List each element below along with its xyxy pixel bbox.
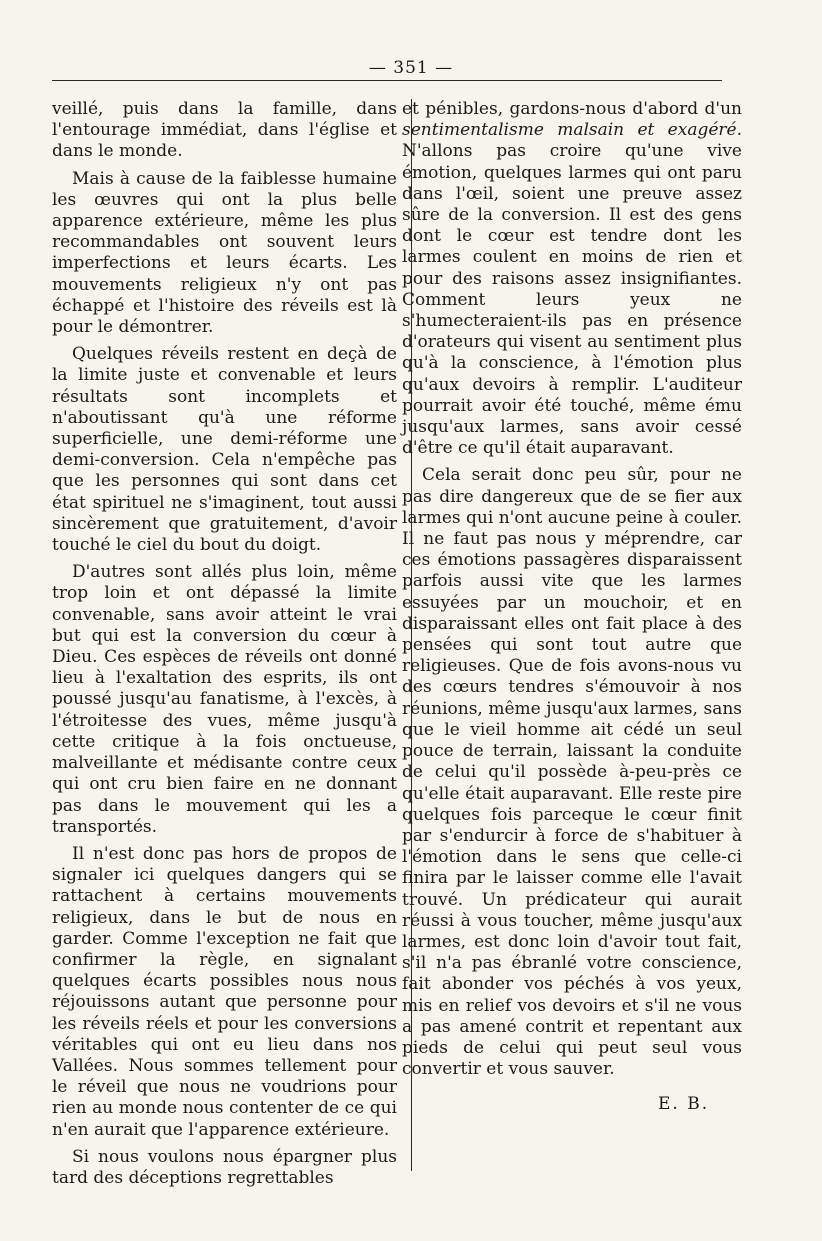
right-paragraph-1-emphasis: sentimentalisme malsain et exagéré. xyxy=(402,120,742,141)
left-column xyxy=(52,99,397,1189)
right-paragraph-2: Cela serait donc peu sûr, pour ne pas dire dangereux que de se fier aux larmes qui n'ont aucune peine à couler. Il ne faut pas nous y méprendre, car ces émotions passagères disparaissent parfois aussi vite que les larmes essuyées par un mouchoir, et en disparaissant elles ont fait place à des pensées qui sont tout autre que religieuses. Que de fois avons-nous vu des cœurs tendres s'émouvoir à nos réunions, même jusqu'aux larmes, sans que le vieil homme ait cédé un seul pouce de terrain, laissant la conduite de celui qu'il possède à-peu-près ce qu'elle était auparavant. Elle reste pire quelques fois parceque le cœur finit par s'endurcir à force de s'habituer à l'émotion dans le sens que celle-ci finira par le laisser comme elle l'avait trouvé. Un prédicateur qui aurait réussi à vous toucher, même jusqu'aux larmes, est donc loin d'avoir tout fait, s'il n'a pas ébranlé votre conscience, fait abonder vos péchés à vos yeux, mis en relief vos devoirs et s'il ne vous a pas amené contrit et repentant aux pieds de celui qui peut seul vous convertir et vous sauver. xyxy=(402,465,742,1080)
header-rule xyxy=(52,80,722,81)
page-number: — 351 — xyxy=(368,58,454,78)
right-paragraph-1-end: N'allons pas croire qu'une vive émotion, quelques larmes qui ont paru dans l'œil, soient une preuve assez sûre de la conversion. Il est des gens dont le cœur est tendre dont les larmes coulent en moins de rien et pour des raisons assez insignifiantes. Comment leurs yeux ne s'humecteraient-ils pas en présence d'orateurs qui visent au sentiment plus qu'à la conscience, à l'émotion plus qu'aux devoirs à remplir. L'auditeur pourrait avoir été touché, même ému jusqu'aux larmes, sans avoir cessé d'être ce qu'il était auparavant. xyxy=(402,141,742,459)
left-paragraph-4: D'autres sont allés plus loin, même trop loin et ont dépassé la limite convenable, sans avoir atteint le vrai but qui est la conversion du cœur à Dieu. Ces espèces de réveils ont donné lieu à l'exaltation des esprits, ils ont poussé jusqu'au fanatisme, à l'excès, à l'étroitesse des vues, même jusqu'à cette critique à la fois onctueuse, malveillante et médisante contre ceux qui ont cru bien faire en ne donnant pas dans le mouvement qui les a transportés. xyxy=(52,562,397,837)
right-column xyxy=(402,99,742,1080)
right-paragraph-1-start: et pénibles, gardons-nous d'abord d'un xyxy=(402,99,742,119)
left-paragraph-5: Il n'est donc pas hors de propos de signaler ici quelques dangers qui se rattachent à certains mouvements religieux, dans le but de nous en garder. Comme l'exception ne fait que confirmer la règle, en signalant quelques écarts possibles nous nous réjouissons autant que personne pour les réveils réels et pour les conversions véritables qui ont eu lieu dans nos Vallées. Nous sommes tellement pour le réveil que nous ne voudrions pour rien au monde nous contenter de ce qui n'en aurait que l'apparence extérieure. xyxy=(52,843,397,1140)
left-paragraph-2: Mais à cause de la faiblesse humaine les œuvres qui ont la plus belle apparence extérieure, même les plus recommandables ont souvent leurs imperfections et leurs écarts. Les mouvements religieux n'y ont pas échappé et l'histoire des réveils est là pour le démontrer. xyxy=(52,168,397,338)
right-paragraph-1 xyxy=(402,99,742,459)
left-paragraph-1: veillé, puis dans la famille, dans l'entourage immédiat, dans l'église et dans le monde. xyxy=(52,99,397,162)
author-signature: E. B. xyxy=(658,1094,710,1114)
left-paragraph-6: Si nous voulons nous épargner plus tard des déceptions regrettables xyxy=(52,1146,397,1188)
left-paragraph-3: Quelques réveils restent en deçà de la limite juste et convenable et leurs résultats sont incomplets et n'aboutissant qu'à une réforme superficielle, une demi-réforme une demi-conversion. Cela n'empêche pas que les personnes qui sont dans cet état spirituel ne s'imaginent, tout aussi sincèrement que gratuitement, d'avoir touché le ciel du bout du doigt. xyxy=(52,344,397,556)
